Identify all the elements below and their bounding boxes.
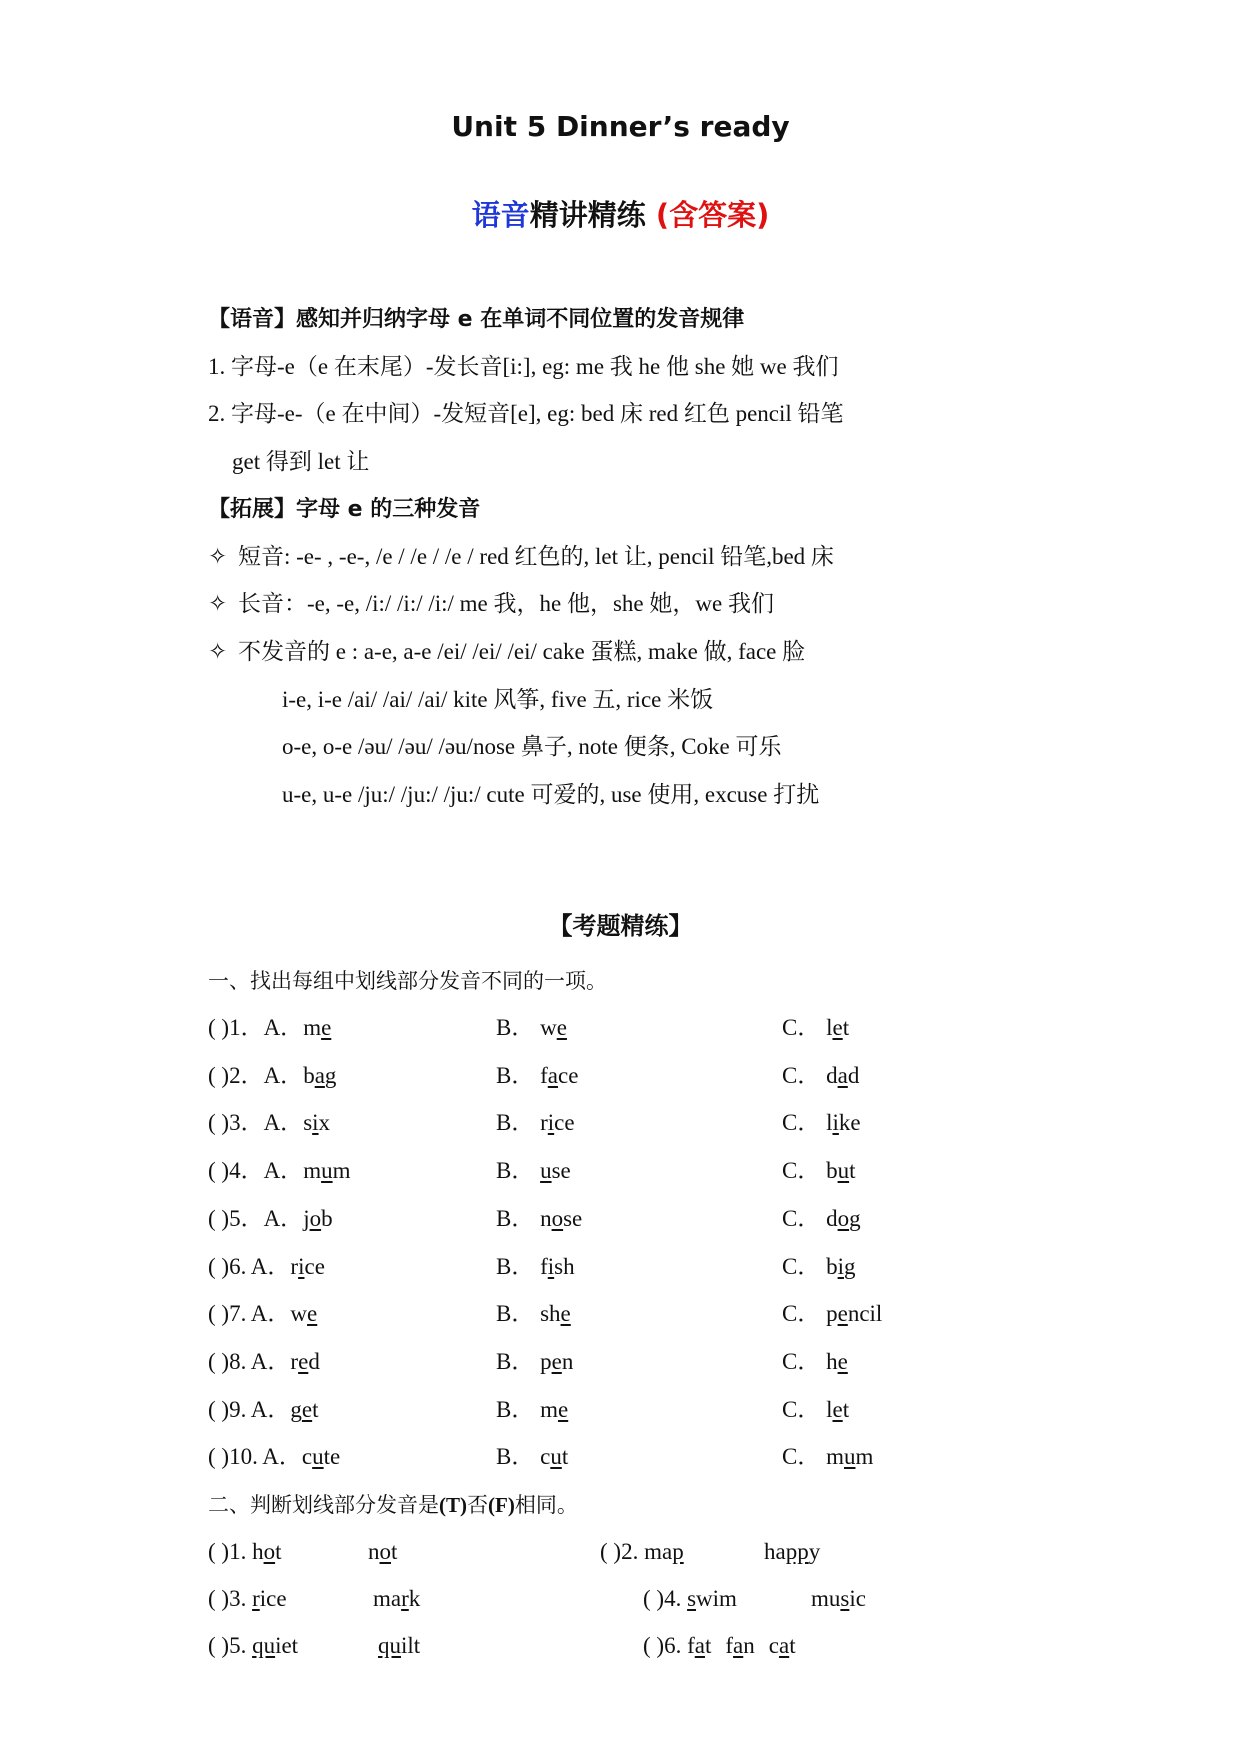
- word-1: quiet: [252, 1633, 299, 1658]
- option-b-word: she: [540, 1301, 571, 1327]
- part1-option-c: C． he: [782, 1348, 848, 1374]
- word-1: swim: [687, 1586, 737, 1611]
- extend-header: 【拓展】字母 e 的三种发音: [208, 497, 481, 522]
- option-a-word: get: [290, 1396, 319, 1422]
- option-b-word: face: [540, 1062, 579, 1088]
- part1-option-c: C． dad: [782, 1062, 860, 1088]
- page-title: Unit 5 Dinner’s ready: [451, 110, 790, 143]
- extend-short: ✧ 短音: -e- , -e-, /e / /e / /e / red 红色的, let 让, pencil 铅笔,bed 床: [208, 542, 834, 572]
- part1-option-b: B． nose: [496, 1205, 583, 1231]
- part1-option-b: B． face: [496, 1062, 579, 1088]
- word-1: rice: [252, 1586, 287, 1611]
- part2-compare-word: [368, 1537, 397, 1567]
- option-c-word: dad: [826, 1062, 860, 1088]
- part1-option-a: [208, 1347, 320, 1377]
- part1-option-c: C． like: [782, 1110, 861, 1136]
- option-b-word: we: [540, 1015, 567, 1040]
- diamond-icon: ✧: [208, 591, 228, 616]
- phonics-header: 【语音】感知并归纳字母 e 在单词不同位置的发音规律: [208, 307, 745, 332]
- word-2: happy: [764, 1539, 821, 1564]
- part2-question: ( )6. fat fan cat: [643, 1633, 796, 1658]
- part1-option-a: [208, 1299, 317, 1329]
- option-b-word: use: [540, 1158, 571, 1184]
- part1-option-b: B． use: [496, 1158, 571, 1184]
- part1-option-a: [208, 1013, 331, 1043]
- part1-option-a: [208, 1252, 325, 1282]
- page-subtitle: [0, 193, 1241, 234]
- option-c-word: he: [826, 1348, 848, 1374]
- option-b-word: me: [540, 1396, 569, 1422]
- diamond-icon: ✧: [208, 544, 228, 569]
- part1-option-c: C． let: [782, 1015, 850, 1040]
- option-a-word: cute: [301, 1444, 341, 1470]
- question-number: ( )4．A．: [208, 1158, 304, 1184]
- extend-long: ✧ 长音：-e, -e, /i:/ /i:/ /i:/ me 我，he 他，she 她，we 我们: [208, 589, 774, 619]
- part1-option-a: [208, 1395, 319, 1425]
- option-b-word: pen: [540, 1348, 574, 1374]
- option-a-word: job: [303, 1205, 333, 1231]
- question-number: ( )8. A．: [208, 1348, 291, 1374]
- question-number: ( )10. A．: [208, 1444, 302, 1470]
- option-a-word: rice: [290, 1253, 325, 1279]
- option-c-word: like: [826, 1110, 861, 1136]
- part2-question: ( )2. map: [600, 1539, 684, 1564]
- subtitle-practice: 精讲精练: [529, 198, 646, 232]
- option-c-word: big: [826, 1253, 856, 1279]
- extend-oe: o-e, o-e /əu/ /əu/ /əu/nose 鼻子, note 便条, Coke 可乐: [282, 734, 782, 759]
- option-a-word: six: [303, 1110, 331, 1136]
- phonics-rule-1: 1. 字母-e（e 在末尾）-发长音[i:], eg: me 我 he 他 she 她 we 我们: [208, 354, 839, 379]
- part1-option-b: B． cut: [496, 1444, 569, 1470]
- option-a-word: mum: [303, 1158, 351, 1184]
- subtitle-answers: (含答案): [655, 198, 770, 232]
- option-c-word: mum: [826, 1444, 874, 1470]
- part2-heading: 二、判断划线部分发音是(T)否(F)相同。: [208, 1493, 578, 1517]
- extend-ie: i-e, i-e /ai/ /ai/ /ai/ kite 风筝, five 五, rice 米饭: [282, 687, 714, 712]
- part1-option-c: C． big: [782, 1253, 856, 1279]
- option-c-word: pencil: [826, 1301, 883, 1327]
- question-number: ( )2．A．: [208, 1062, 304, 1088]
- word-2: not: [368, 1539, 398, 1564]
- option-c-word: dog: [826, 1205, 861, 1231]
- part1-option-b: B． we: [496, 1015, 567, 1040]
- option-a-word: bag: [303, 1062, 337, 1088]
- part2-question: ( )1. hot: [208, 1539, 282, 1564]
- question-number: ( )5．A．: [208, 1205, 304, 1231]
- option-c-word: but: [826, 1158, 856, 1184]
- part2-question: ( )4. swim: [643, 1586, 737, 1611]
- option-b-word: rice: [540, 1110, 575, 1136]
- question-number: ( )1．A．: [208, 1015, 304, 1040]
- exam-header: 【考题精练】: [548, 912, 693, 940]
- word-1: map: [644, 1539, 684, 1564]
- option-b-word: nose: [540, 1205, 583, 1231]
- subtitle-phonics: 语音: [471, 198, 530, 232]
- part1-option-c: C． pencil: [782, 1301, 883, 1327]
- part1-option-c: C． let: [782, 1396, 850, 1422]
- part1-heading: 一、找出每组中划线部分发音不同的一项。: [208, 969, 607, 993]
- word-2: mark: [373, 1586, 421, 1611]
- question-number: ( )7. A．: [208, 1301, 291, 1327]
- part2-question: ( )5. quiet: [208, 1633, 299, 1658]
- diamond-icon: ✧: [208, 639, 228, 664]
- part2-compare-word: [373, 1584, 420, 1614]
- phonics-rule-2-cont: get 得到 let 让: [232, 449, 370, 474]
- part1-option-a: [208, 1204, 333, 1234]
- part1-option-b: B． rice: [496, 1110, 575, 1136]
- part1-option-a: [208, 1108, 330, 1138]
- part2-compare-word: [764, 1537, 820, 1567]
- part1-option-c: C． but: [782, 1158, 856, 1184]
- part1-option-a: [208, 1156, 350, 1186]
- part1-option-b: B． she: [496, 1301, 571, 1327]
- option-a-word: red: [290, 1348, 320, 1374]
- part1-option-a: [208, 1061, 336, 1091]
- question-number: ( )9. A．: [208, 1396, 291, 1422]
- word-1: hot: [252, 1539, 282, 1564]
- phonics-rule-2: 2. 字母-e-（e 在中间）-发短音[e], eg: bed 床 red 红色 pencil 铅笔: [208, 401, 844, 426]
- part1-option-c: C． dog: [782, 1205, 861, 1231]
- question-number: ( )6. A．: [208, 1253, 291, 1279]
- option-c-word: let: [826, 1396, 850, 1422]
- word-2: quilt: [378, 1633, 421, 1658]
- part2-question: ( )3. rice: [208, 1586, 287, 1611]
- part1-option-b: B． pen: [496, 1348, 574, 1374]
- option-b-word: cut: [540, 1444, 569, 1470]
- word-2: music: [811, 1586, 866, 1611]
- part1-option-b: B． me: [496, 1396, 569, 1422]
- word-1: fat: [687, 1633, 712, 1658]
- word-3: cat: [768, 1633, 796, 1658]
- part2-compare-word: [811, 1584, 866, 1614]
- part1-option-b: B． fish: [496, 1253, 575, 1279]
- option-c-word: let: [826, 1015, 850, 1040]
- part2-compare-word: [378, 1631, 420, 1661]
- option-a-word: we: [290, 1301, 318, 1327]
- question-number: ( )3．A．: [208, 1110, 304, 1136]
- part1-option-a: [208, 1442, 340, 1472]
- extend-ue: u-e, u-e /ju:/ /ju:/ /ju:/ cute 可爱的, use 使用, excuse 打扰: [282, 782, 820, 807]
- part1-option-c: C． mum: [782, 1444, 874, 1470]
- option-a-word: me: [303, 1015, 332, 1040]
- word-2: fan: [725, 1633, 755, 1658]
- extend-silent: ✧ 不发音的 e : a-e, a-e /ei/ /ei/ /ei/ cake 蛋糕, make 做, face 脸: [208, 637, 805, 667]
- option-b-word: fish: [540, 1253, 575, 1279]
